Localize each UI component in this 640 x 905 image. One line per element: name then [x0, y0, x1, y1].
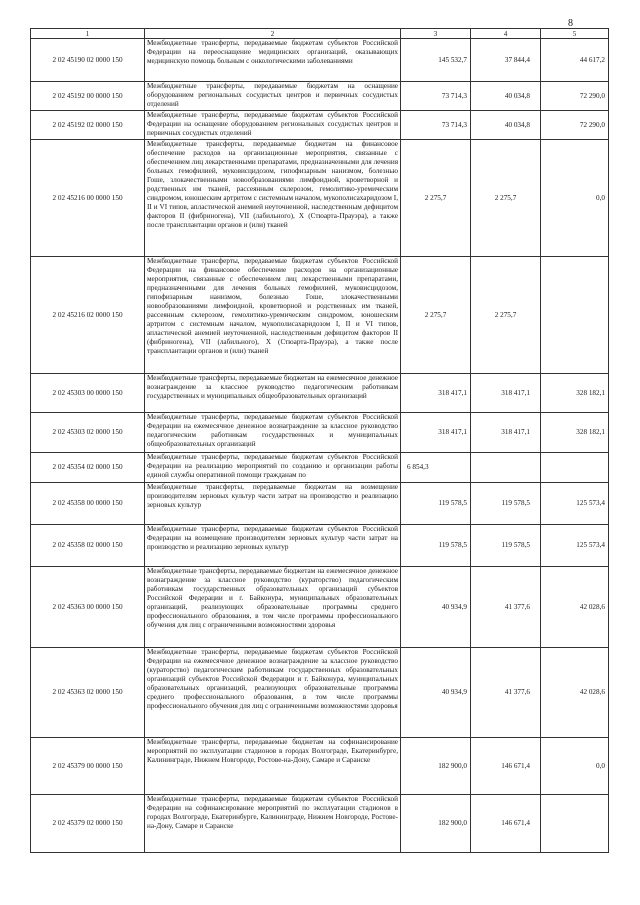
- budget-code: 2 02 45192 02 0000 150: [31, 111, 145, 140]
- budget-code: 2 02 45363 00 0000 150: [31, 567, 145, 648]
- amount-col4: 318 417,1: [471, 374, 541, 413]
- amount-col4: 146 671,4: [471, 738, 541, 795]
- row-description: Межбюджетные трансферты, передаваемые бюджетам на финансовое обеспечение расходов на организационные мероприятия, связанные с обеспечением лиц лекарственными препаратами, предназначенными для лечения больных гемофилией, муковисцидозом, гипофизарным нанизмом, болезнью Гоше, злокачественными новообразованиями лимфоидной, кроветворной и родственных им тканей, рассеянным склерозом, гемолитико-уремическим синдромом, юношеским артритом с системным началом, мукополисахаридозом I, II и VI типов, апластической анемией неуточненной, наследственным дефицитом факторов II (фибриногена), VII (лабильного), X (Стюарта-Прауэра), а также после трансплантации органов и (или) тканей: [145, 140, 401, 257]
- amount-col3: 182 900,0: [401, 738, 471, 795]
- budget-code: 2 02 45303 02 0000 150: [31, 413, 145, 453]
- amount-col3: 318 417,1: [401, 374, 471, 413]
- amount-col3: 119 578,5: [401, 525, 471, 567]
- row-description: Межбюджетные трансферты, передаваемые бюджетам на ежемесячное денежное вознаграждение за классное руководство (кураторство) педагогическим работникам государственных образовательных организаций субъектов Российской Федерации и г. Байконура, муниципальных образовательных организаций, реализующих образовательные программы среднего профессионального образования, в том числе программы профессионального обучения для лиц с ограниченными возможностями здоровья: [145, 567, 401, 648]
- amount-col5: 72 290,0: [541, 82, 609, 111]
- amount-col4: 40 034,8: [471, 111, 541, 140]
- row-description: Межбюджетные трансферты, передаваемые бюджетам на ежемесячное денежное вознаграждение за классное руководство педагогическим работникам государственных и муниципальных общеобразовательных организаций: [145, 374, 401, 413]
- budget-code: 2 02 45190 02 0000 150: [31, 39, 145, 82]
- amount-col4: 2 275,7: [471, 140, 541, 257]
- row-description: Межбюджетные трансферты, передаваемые бюджетам субъектов Российской Федерации на оснащение оборудованием региональных сосудистых центров и первичных сосудистых отделений: [145, 111, 401, 140]
- amount-col3: 318 417,1: [401, 413, 471, 453]
- budget-code: 2 02 45379 02 0000 150: [31, 795, 145, 853]
- table-row: [31, 525, 609, 567]
- row-description: Межбюджетные трансферты, передаваемые бюджетам субъектов Российской Федерации на финансовое обеспечение расходов на организационные мероприятия, связанные с обеспечением лиц лекарственными препаратами, предназначенными для лечения больных гемофилией, муковисцидозом, гипофизарным нанизмом, болезнью Гоше, злокачественными новообразованиями лимфоидной, кроветворной и родственных им тканей, рассеянным склерозом, гемолитико-уремическим синдромом, юношеским артритом с системным началом, мукополисахаридозом I, II и VI типов, апластической анемией неуточненной, наследственным дефицитом факторов II (фибриногена), VII (лабильного), X (Стюарта-Прауэра), а также после трансплантации органов и (или) тканей: [145, 257, 401, 374]
- budget-code: 2 02 45192 00 0000 150: [31, 82, 145, 111]
- row-description: Межбюджетные трансферты, передаваемые бюджетам субъектов Российской Федерации на ежемесячное денежное вознаграждение за классное руководство (кураторство) педагогическим работникам государственных образовательных организаций субъектов Российской Федерации и г. Байконура, муниципальных образовательных организаций, реализующих образовательные программы среднего профессионального образования, в том числе программы профессионального обучения для лиц с ограниченными возможностями здоровья: [145, 648, 401, 738]
- amount-col5: 72 290,0: [541, 111, 609, 140]
- amount-col3: 40 934,9: [401, 567, 471, 648]
- row-description: Межбюджетные трансферты, передаваемые бюджетам субъектов Российской Федерации на переоснащение медицинских организаций, оказывающих медицинскую помощь больным с онкологическими заболеваниями: [145, 39, 401, 82]
- budget-code: 2 02 45379 00 0000 150: [31, 738, 145, 795]
- row-description: Межбюджетные трансферты, передаваемые бюджетам субъектов Российской Федерации на ежемесячное денежное вознаграждение за классное руководство педагогическим работникам государственных и муниципальных общеобразовательных организаций: [145, 413, 401, 453]
- table-row: [31, 483, 609, 525]
- budget-code: 2 02 45354 02 0000 150: [31, 453, 145, 483]
- amount-col4: 318 417,1: [471, 413, 541, 453]
- amount-col3: 2 275,7: [401, 257, 471, 374]
- budget-code: 2 02 45363 02 0000 150: [31, 648, 145, 738]
- table-row: [31, 453, 609, 483]
- table-row: [31, 111, 609, 140]
- table-row: [31, 39, 609, 82]
- amount-col5: 0,0: [541, 738, 609, 795]
- amount-col4: 119 578,5: [471, 483, 541, 525]
- amount-col3: 2 275,7: [401, 140, 471, 257]
- table-row: [31, 374, 609, 413]
- budget-code: 2 02 45216 00 0000 150: [31, 140, 145, 257]
- amount-col5: 125 573,4: [541, 483, 609, 525]
- column-number: 5: [541, 29, 609, 39]
- amount-col4: [471, 453, 541, 483]
- table-row: [31, 140, 609, 257]
- budget-code: 2 02 45358 00 0000 150: [31, 483, 145, 525]
- amount-col4: 146 671,4: [471, 795, 541, 853]
- amount-col3: 182 900,0: [401, 795, 471, 853]
- page-number: 8: [568, 18, 573, 29]
- amount-col5: [541, 257, 609, 374]
- amount-col4: 40 034,8: [471, 82, 541, 111]
- budget-code: 2 02 45216 02 0000 150: [31, 257, 145, 374]
- column-number-row: [31, 29, 609, 39]
- amount-col3: 145 532,7: [401, 39, 471, 82]
- amount-col5: 0,0: [541, 140, 609, 257]
- table-row: [31, 738, 609, 795]
- budget-code: 2 02 45358 02 0000 150: [31, 525, 145, 567]
- amount-col4: 2 275,7: [471, 257, 541, 374]
- table-row: [31, 795, 609, 853]
- amount-col3: 73 714,3: [401, 82, 471, 111]
- column-number: 2: [145, 29, 401, 39]
- amount-col3: 6 854,3: [401, 453, 471, 483]
- row-description: Межбюджетные трансферты, передаваемые бюджетам на возмещение производителям зерновых культур части затрат на производство и реализацию зерновых культур: [145, 483, 401, 525]
- budget-table: [30, 28, 609, 853]
- amount-col4: 37 844,4: [471, 39, 541, 82]
- table-row: [31, 82, 609, 111]
- amount-col4: 119 578,5: [471, 525, 541, 567]
- amount-col5: [541, 795, 609, 853]
- row-description: Межбюджетные трансферты, передаваемые бюджетам субъектов Российской Федерации на софинансирование мероприятий по эксплуатации стадионов в городах Волгограде, Екатеринбурге, Калининграде, Нижнем Новгороде, Ростове-на-Дону, Самаре и Саранске: [145, 795, 401, 853]
- column-number: 3: [401, 29, 471, 39]
- amount-col3: 73 714,3: [401, 111, 471, 140]
- amount-col5: 125 573,4: [541, 525, 609, 567]
- amount-col5: [541, 453, 609, 483]
- amount-col4: 41 377,6: [471, 648, 541, 738]
- amount-col3: 119 578,5: [401, 483, 471, 525]
- row-description: Межбюджетные трансферты, передаваемые бюджетам на оснащение оборудованием региональных сосудистых центров и первичных сосудистых отделений: [145, 82, 401, 111]
- row-description: Межбюджетные трансферты, передаваемые бюджетам субъектов Российской Федерации на реализацию мероприятий по созданию и организации работы единой службы оперативной помощи гражданам по: [145, 453, 401, 483]
- amount-col5: 42 028,6: [541, 567, 609, 648]
- row-description: Межбюджетные трансферты, передаваемые бюджетам на софинансирование мероприятий по эксплуатации стадионов в городах Волгограде, Екатеринбурге, Калининграде, Нижнем Новгороде, Ростове-на-Дону, Самаре и Саранске: [145, 738, 401, 795]
- table-row: [31, 567, 609, 648]
- amount-col5: 328 182,1: [541, 374, 609, 413]
- amount-col4: 41 377,6: [471, 567, 541, 648]
- amount-col5: 328 182,1: [541, 413, 609, 453]
- table-row: [31, 257, 609, 374]
- amount-col5: 44 617,2: [541, 39, 609, 82]
- budget-code: 2 02 45303 00 0000 150: [31, 374, 145, 413]
- row-description: Межбюджетные трансферты, передаваемые бюджетам субъектов Российской Федерации на возмещение производителям зерновых культур части затрат на производство и реализацию зерновых культур: [145, 525, 401, 567]
- table-row: [31, 413, 609, 453]
- column-number: 4: [471, 29, 541, 39]
- amount-col3: 40 934,9: [401, 648, 471, 738]
- column-number: 1: [31, 29, 145, 39]
- amount-col5: 42 028,6: [541, 648, 609, 738]
- table-row: [31, 648, 609, 738]
